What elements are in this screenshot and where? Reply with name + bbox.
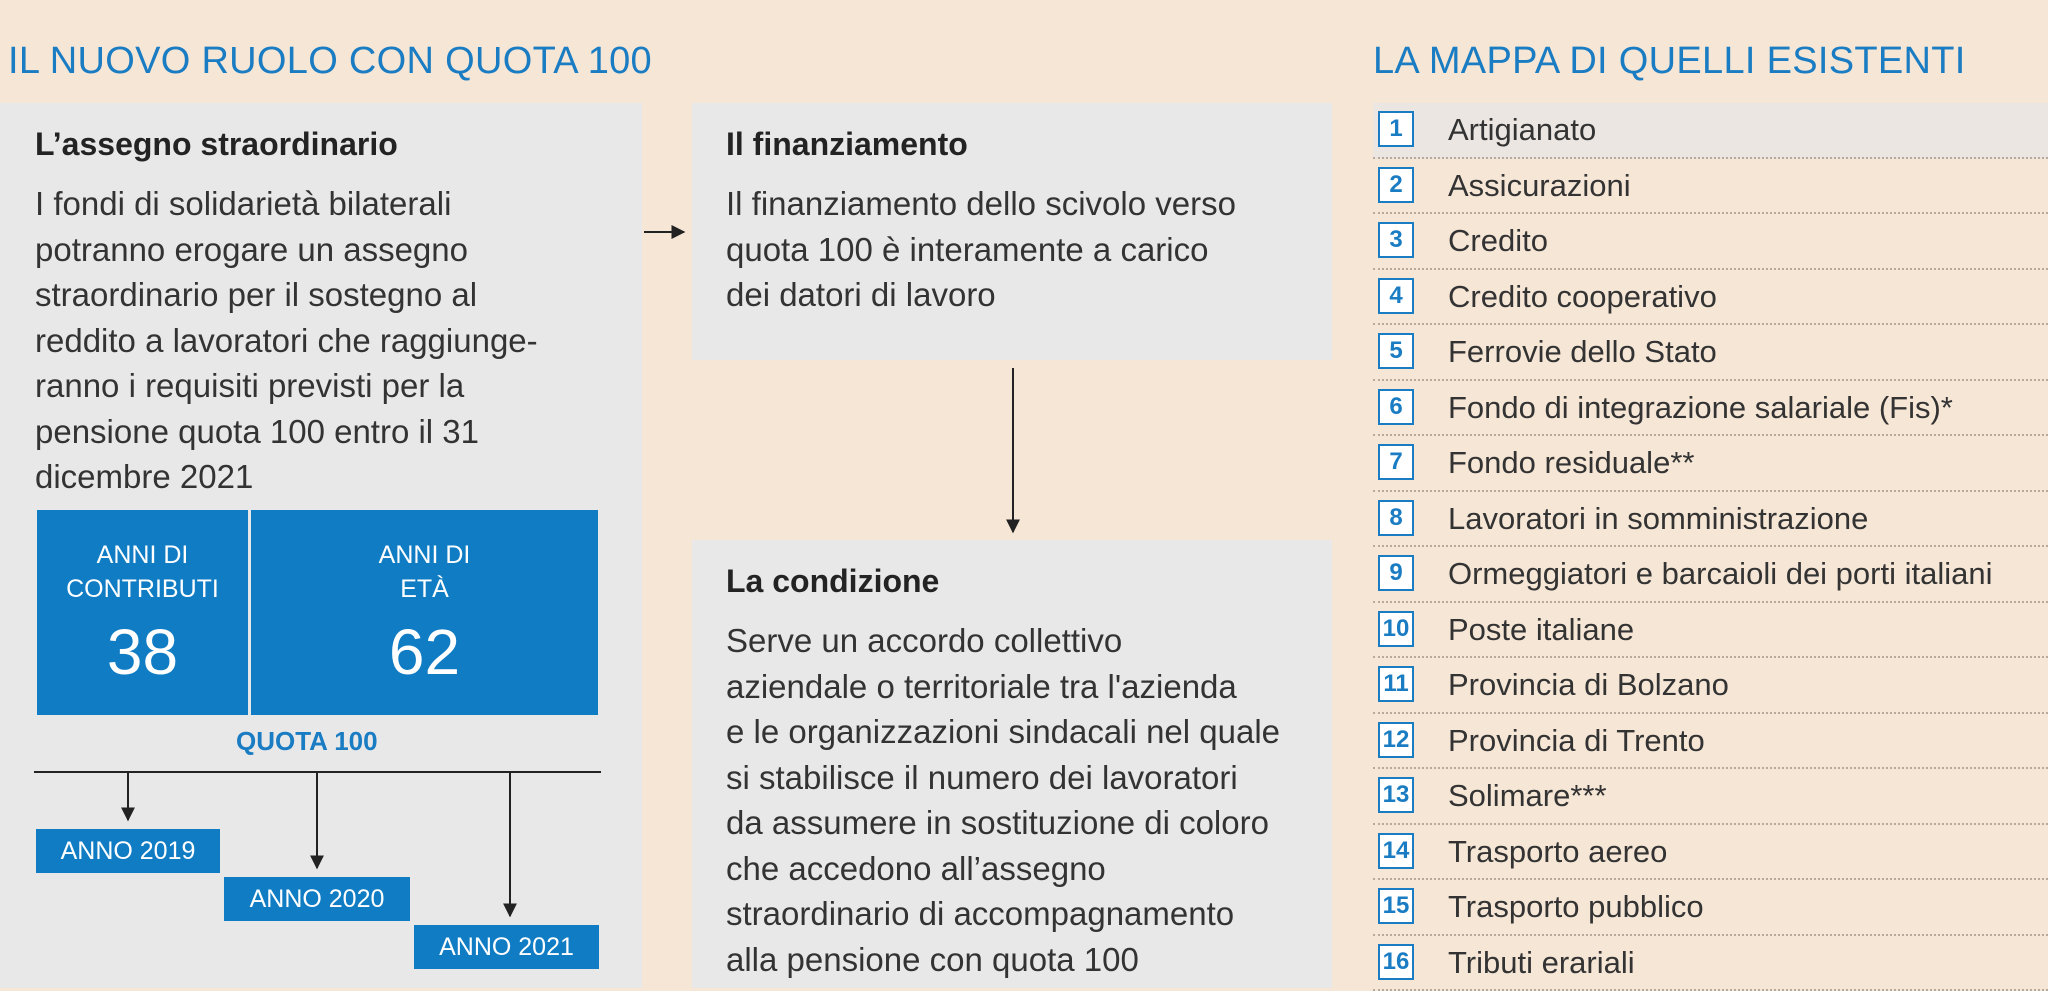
- number-badge: 3: [1378, 222, 1414, 258]
- text-line: aziendale o territoriale tra l'azienda: [726, 664, 1280, 710]
- number-badge: 13: [1378, 777, 1414, 813]
- fondo-name: Fondo residuale**: [1448, 436, 1694, 490]
- year-2021: ANNO 2021: [414, 925, 599, 969]
- text-line: che accedono all’assegno: [726, 846, 1280, 892]
- list-item: [1373, 936, 2048, 991]
- text-line: quota 100 è interamente a carico: [726, 227, 1236, 273]
- fondo-name: Credito: [1448, 214, 1548, 268]
- condizione-title: La condizione: [726, 563, 939, 600]
- contributi-label-2: CONTRIBUTI: [37, 572, 248, 606]
- text-line: I fondi di solidarietà bilaterali: [35, 181, 538, 227]
- fondo-name: Artigianato: [1448, 103, 1596, 157]
- contributi-value: 38: [37, 615, 248, 689]
- text-line: dicembre 2021: [35, 454, 538, 500]
- number-badge: 7: [1378, 444, 1414, 480]
- eta-label-2: ETÀ: [251, 572, 598, 606]
- number-badge: 12: [1378, 722, 1414, 758]
- number-badge: 10: [1378, 611, 1414, 647]
- fondo-name: Ferrovie dello Stato: [1448, 325, 1717, 379]
- eta-label-1: ANNI DI: [251, 538, 598, 572]
- number-badge: 5: [1378, 333, 1414, 369]
- number-badge: 8: [1378, 500, 1414, 536]
- year-2020: ANNO 2020: [224, 877, 410, 921]
- list-item: [1373, 714, 2048, 770]
- list-item: [1373, 381, 2048, 437]
- right-heading: LA MAPPA DI QUELLI ESISTENTI: [1373, 40, 1966, 83]
- number-badge: 16: [1378, 944, 1414, 980]
- list-item: [1373, 214, 2048, 270]
- text-line: pensione quota 100 entro il 31: [35, 409, 538, 455]
- text-line: straordinario di accompagnamento: [726, 891, 1280, 937]
- fondo-name: Credito cooperativo: [1448, 270, 1717, 324]
- text-line: ranno i requisiti previsti per la: [35, 363, 538, 409]
- number-badge: 1: [1378, 111, 1414, 147]
- left-heading: IL NUOVO RUOLO CON QUOTA 100: [8, 40, 652, 83]
- finanziamento-title: Il finanziamento: [726, 126, 968, 163]
- text-line: potranno erogare un assegno: [35, 227, 538, 273]
- list-item: [1373, 769, 2048, 825]
- text-line: straordinario per il sostegno al: [35, 272, 538, 318]
- number-badge: 15: [1378, 888, 1414, 924]
- quota-100-label: QUOTA 100: [236, 726, 378, 757]
- list-item: [1373, 547, 2048, 603]
- list-item: [1373, 658, 2048, 714]
- fondo-name: Provincia di Bolzano: [1448, 658, 1729, 712]
- number-badge: 14: [1378, 833, 1414, 869]
- text-line: da assumere in sostituzione di coloro: [726, 800, 1280, 846]
- list-item: [1373, 103, 2048, 159]
- number-badge: 11: [1378, 666, 1414, 702]
- fondo-name: Trasporto pubblico: [1448, 880, 1704, 934]
- list-item: [1373, 159, 2048, 215]
- fondo-name: Ormeggiatori e barcaioli dei porti italiani: [1448, 547, 1992, 601]
- list-item: [1373, 492, 2048, 548]
- fondo-name: Poste italiane: [1448, 603, 1634, 657]
- number-badge: 4: [1378, 278, 1414, 314]
- list-item: [1373, 825, 2048, 881]
- text-line: alla pensione con quota 100: [726, 937, 1280, 983]
- fondo-name: Fondo di integrazione salariale (Fis)*: [1448, 381, 1953, 435]
- text-line: Serve un accordo collettivo: [726, 618, 1280, 664]
- list-item: [1373, 325, 2048, 381]
- number-badge: 2: [1378, 167, 1414, 203]
- contributi-label-1: ANNI DI: [37, 538, 248, 572]
- text-line: dei datori di lavoro: [726, 272, 1236, 318]
- text-line: si stabilisce il numero dei lavoratori: [726, 755, 1280, 801]
- fondo-name: Tributi erariali: [1448, 936, 1635, 990]
- number-badge: 9: [1378, 555, 1414, 591]
- list-item: [1373, 436, 2048, 492]
- fondo-name: Solimare***: [1448, 769, 1607, 823]
- fondo-name: Assicurazioni: [1448, 159, 1631, 213]
- fondi-list: [1373, 103, 2048, 991]
- fondo-name: Lavoratori in somministrazione: [1448, 492, 1868, 546]
- assegno-title: L’assegno straordinario: [35, 126, 398, 163]
- list-item: [1373, 603, 2048, 659]
- fondo-name: Trasporto aereo: [1448, 825, 1667, 879]
- list-item: [1373, 880, 2048, 936]
- list-item: [1373, 270, 2048, 326]
- text-line: Il finanziamento dello scivolo verso: [726, 181, 1236, 227]
- year-2019: ANNO 2019: [36, 829, 220, 873]
- fondo-name: Provincia di Trento: [1448, 714, 1705, 768]
- text-line: reddito a lavoratori che raggiunge-: [35, 318, 538, 364]
- text-line: e le organizzazioni sindacali nel quale: [726, 709, 1280, 755]
- number-badge: 6: [1378, 389, 1414, 425]
- eta-value: 62: [251, 615, 598, 689]
